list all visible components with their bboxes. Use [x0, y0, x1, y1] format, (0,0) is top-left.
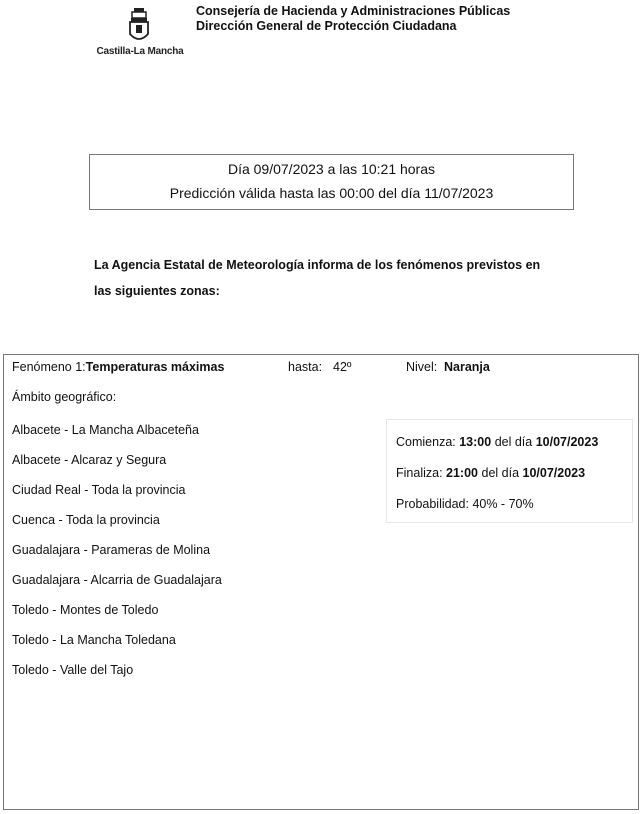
end-mid: del día [481, 466, 520, 480]
phenomenon-label: Fenómeno 1: [12, 360, 86, 374]
issued-text: Día 09/07/2023 a las 10:21 horas [227, 161, 436, 177]
nivel-value: Naranja [444, 360, 490, 374]
list-item: Guadalajara - Alcarria de Guadalajara [12, 573, 222, 587]
intro-line-1: La Agencia Estatal de Meteorología informa de los fenómenos previstos en [94, 258, 541, 272]
list-item: Albacete - La Mancha Albaceteña [12, 423, 199, 437]
page-header [196, 4, 510, 34]
valid-text: Predicción válida hasta las 00:00 del día 11/07/2023 [169, 185, 494, 201]
start-mid: del día [494, 435, 533, 449]
phenomenon-row [12, 360, 638, 378]
list-item: Toledo - La Mancha Toledana [12, 633, 176, 647]
intro-text [94, 252, 594, 304]
scope-label: Ámbito geográfico: [12, 390, 117, 404]
start-time: 13:00 [459, 435, 492, 449]
hasta-label: hasta: [288, 360, 323, 374]
phenomenon-title [12, 360, 224, 374]
header-line-1: Consejería de Hacienda y Administraciones Públicas [196, 4, 511, 18]
list-item: Albacete - Alcaraz y Segura [12, 453, 167, 467]
logo-text: Castilla-La Mancha [96, 46, 184, 57]
time-box [386, 419, 633, 523]
start-date: 10/07/2023 [535, 435, 599, 449]
end-date: 10/07/2023 [522, 466, 586, 480]
phenomenon-name: Temperaturas máximas [85, 360, 225, 374]
end-label: Finaliza: [396, 466, 443, 480]
start-label: Comienza: [396, 435, 456, 449]
crest-icon [128, 8, 150, 44]
phenomenon-box [3, 354, 639, 810]
info-box [89, 154, 574, 210]
list-item: Toledo - Valle del Tajo [12, 663, 134, 677]
nivel-label: Nivel: [406, 360, 438, 374]
hasta-value: 42º [333, 360, 352, 374]
zone-list [12, 422, 222, 692]
list-item: Cuenca - Toda la provincia [12, 513, 160, 527]
list-item: Toledo - Montes de Toledo [12, 603, 159, 617]
probability-text: Probabilidad: 40% - 70% [396, 497, 534, 511]
end-row [396, 458, 632, 489]
list-item: Guadalajara - Parameras de Molina [12, 543, 211, 557]
end-time: 21:00 [446, 466, 479, 480]
start-row [396, 427, 632, 458]
intro-line-2: las siguientes zonas: [94, 284, 220, 298]
logo [92, 8, 188, 60]
list-item: Ciudad Real - Toda la provincia [12, 483, 186, 497]
header-line-2: Dirección General de Protección Ciudadana [196, 19, 457, 33]
